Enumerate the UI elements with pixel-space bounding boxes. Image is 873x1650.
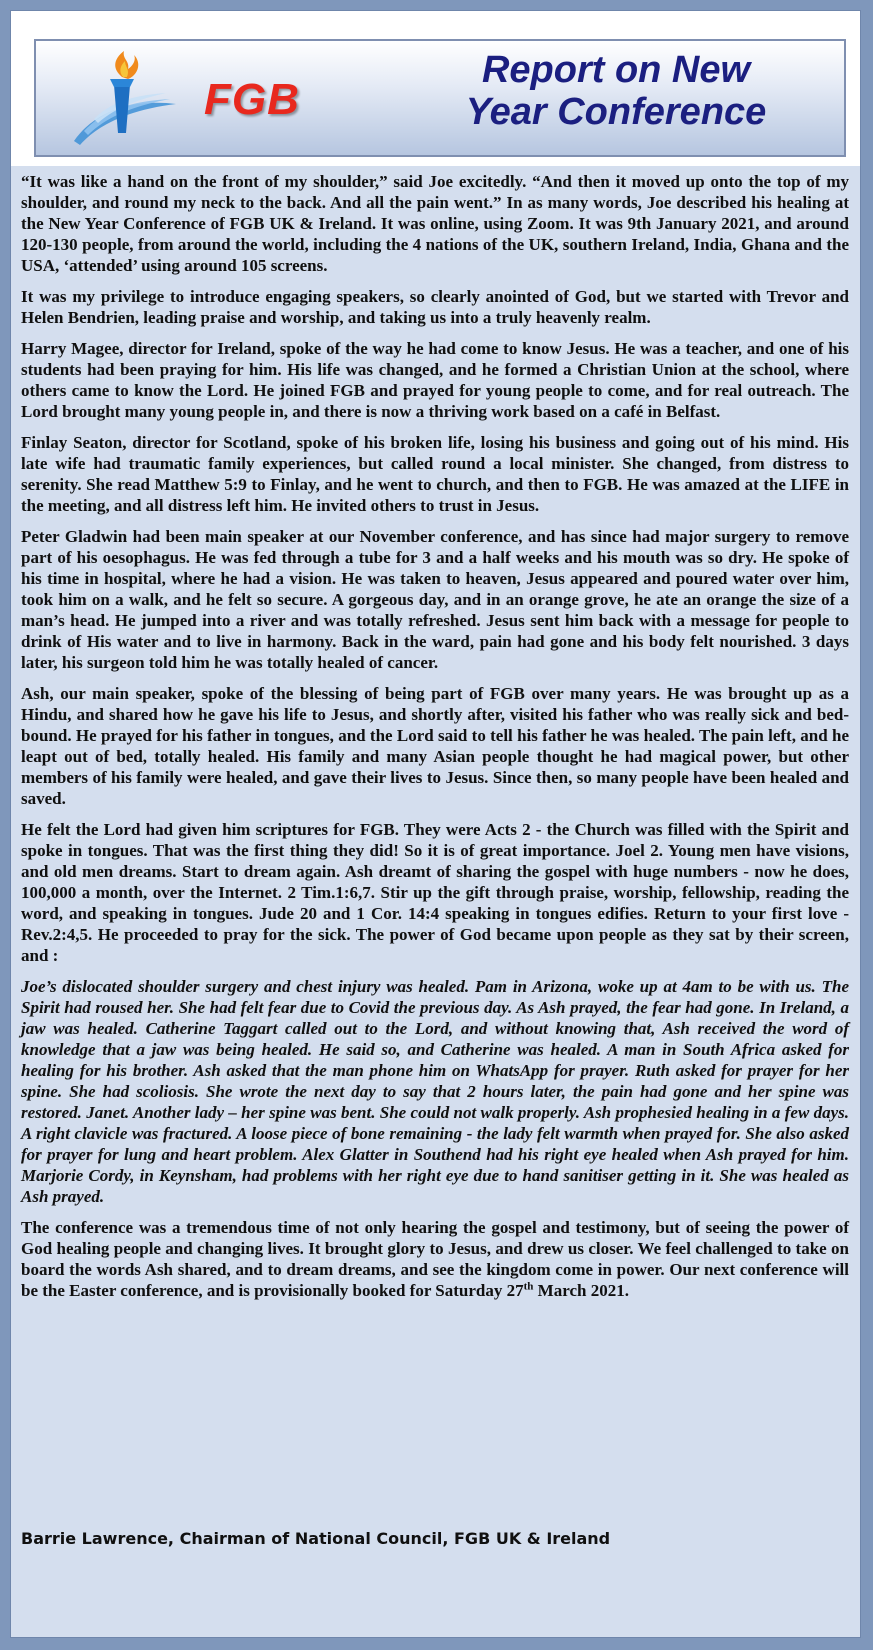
title-line-1: Report on New (481, 49, 751, 91)
paragraph-conclusion (21, 1217, 849, 1301)
conclusion-tail: March 2021. (533, 1281, 629, 1300)
signoff: Barrie Lawrence, Chairman of National Council, FGB UK & Ireland (21, 1529, 611, 1548)
paragraph-ash: Ash, our main speaker, spoke of the blessing of being part of FGB over many years. He was brought up as a Hindu, and shared how he gave his life to Jesus, and shortly after, visited his father who was really sick and bed-bound. He prayed for his father in tongues, and the Lord said to tell his father he was healed. The pain left, and he leapt out of bed, totally healed. His family and many Asian people thought he had magical power, but other members of his family were healed, and gave their lives to Jesus. Since then, so many people have been healed and saved. (21, 684, 849, 808)
fgb-logo-text: FGB (204, 75, 300, 124)
paragraph-healings: Joe’s dislocated shoulder surgery and chest injury was healed. Pam in Arizona, woke up at 4am to be with us. The Spirit had roused her. She had felt fear due to Covid the previous day. As Ash prayed, the fear had gone. In Ireland, a jaw was healed. Catherine Taggart called out to the Lord, and without knowing that, Ash received the word of knowledge that a jaw was being healed. He said so, and Catherine was healed. A man in South Africa asked for healing for his brother. Ash asked that the man phone him on WhatsApp for prayer. Ruth asked for prayer for her spine. She had scoliosis. She wrote the next day to say that 2 hours later, the pain had gone and her spine was restored. Janet. Another lady – her spine was bent. She could not walk properly. Ash prophesied healing in a few days. A right clavicle was fractured. A loose piece of bone remaining - the lady felt warmth when prayed for. She also asked for prayer for lung and heart problem. Alex Glatter in Southend had his right eye healed when Ash prayed for him. Marjorie Cordy, in Keynsham, had problems with her right eye due to hand sanitiser getting in it. She was healed as Ash prayed. (21, 977, 849, 1206)
date-superscript: th (523, 1280, 534, 1293)
title-line-2: Year Conference (465, 91, 767, 133)
paragraph-harry-magee: Harry Magee, director for Ireland, spoke of the way he had come to know Jesus. He was a teacher, and one of his students had been praying for him. His life was changed, and he formed a Christian Union at the school, where others came to know the Lord. He joined FGB and prayed for young people to come, and for real outreach. The Lord brought many young people in, and there is now a thriving work based on a café in Belfast. (21, 339, 849, 421)
header-area (11, 11, 860, 166)
article-body (21, 171, 849, 1311)
report-panel (10, 10, 861, 1638)
conclusion-text: The conference was a tremendous time of not only hearing the gospel and testimony, but of seeing the power of God healing people and changing lives. It brought glory to Jesus, and drew us closer. We feel challenged to take on board the words Ash shared, and to dream dreams, and see the kingdom come in power. Our next conference will be the Easter conference, and is provisionally booked for Saturday 27 (21, 1218, 849, 1300)
paragraph-scriptures: He felt the Lord had given him scriptures for FGB. They were Acts 2 - the Church was filled with the Spirit and spoke in tongues. That was the first thing they did! So it is of great importance. Joel 2. Young men have visions, and old men dreams. Start to dream again. Ash dreamt of sharing the gospel with huge numbers - now he does, 100,000 a month, over the Internet. 2 Tim.1:6,7. Stir up the gift through praise, worship, fellowship, reading the word, and speaking in tongues. Jude 20 and 1 Cor. 14:4 speaking in tongues edifies. Return to your first love - Rev.2:4,5. He proceeded to pray for the sick. The power of God became upon people as they sat by their screen, and : (21, 820, 849, 965)
paragraph-intro: “It was like a hand on the front of my shoulder,” said Joe excitedly. “And then it moved up onto the top of my shoulder, and round my neck to the back. And all the pain went.” In as many words, Joe described his healing at the New Year Conference of FGB UK & Ireland. It was online, using Zoom. It was 9th January 2021, and around 120-130 people, from around the world, including the 4 nations of the UK, southern Ireland, India, Ghana and the USA, ‘attended’ using around 105 screens. (21, 172, 849, 275)
paragraph-finlay-seaton: Finlay Seaton, director for Scotland, spoke of his broken life, losing his business and going out of his mind. His late wife had traumatic family experiences, but called round a local minister. She changed, from distress to serenity. She read Matthew 5:9 to Finlay, and he went to church, and then to FGB. He was amazed at the LIFE in the meeting, and all distress left him. He invited others to trust in Jesus. (21, 433, 849, 515)
title-banner (34, 39, 846, 157)
torch-logo-icon (66, 49, 206, 149)
paragraph-peter-gladwin: Peter Gladwin had been main speaker at our November conference, and has since had major surgery to remove part of his oesophagus. He was fed through a tube for 3 and a half weeks and his mouth was so dry. He spoke of his time in hospital, where he had a vision. He was taken to heaven, Jesus appeared and poured water over him, took him on a walk, and he felt so secure. A gorgeous day, and in an orange grove, he ate an orange the size of a man’s head. He jumped into a river and was totally refreshed. Jesus sent him back with a message for people to drink of His water and to live in harmony. Back in the ward, pain had gone and his body felt nourished. 3 days later, his surgeon told him he was totally healed of cancer. (21, 527, 849, 672)
paragraph-worship: It was my privilege to introduce engaging speakers, so clearly anointed of God, but we started with Trevor and Helen Bendrien, leading praise and worship, and taking us into a truly heavenly realm. (21, 287, 849, 327)
page-title (436, 49, 796, 133)
